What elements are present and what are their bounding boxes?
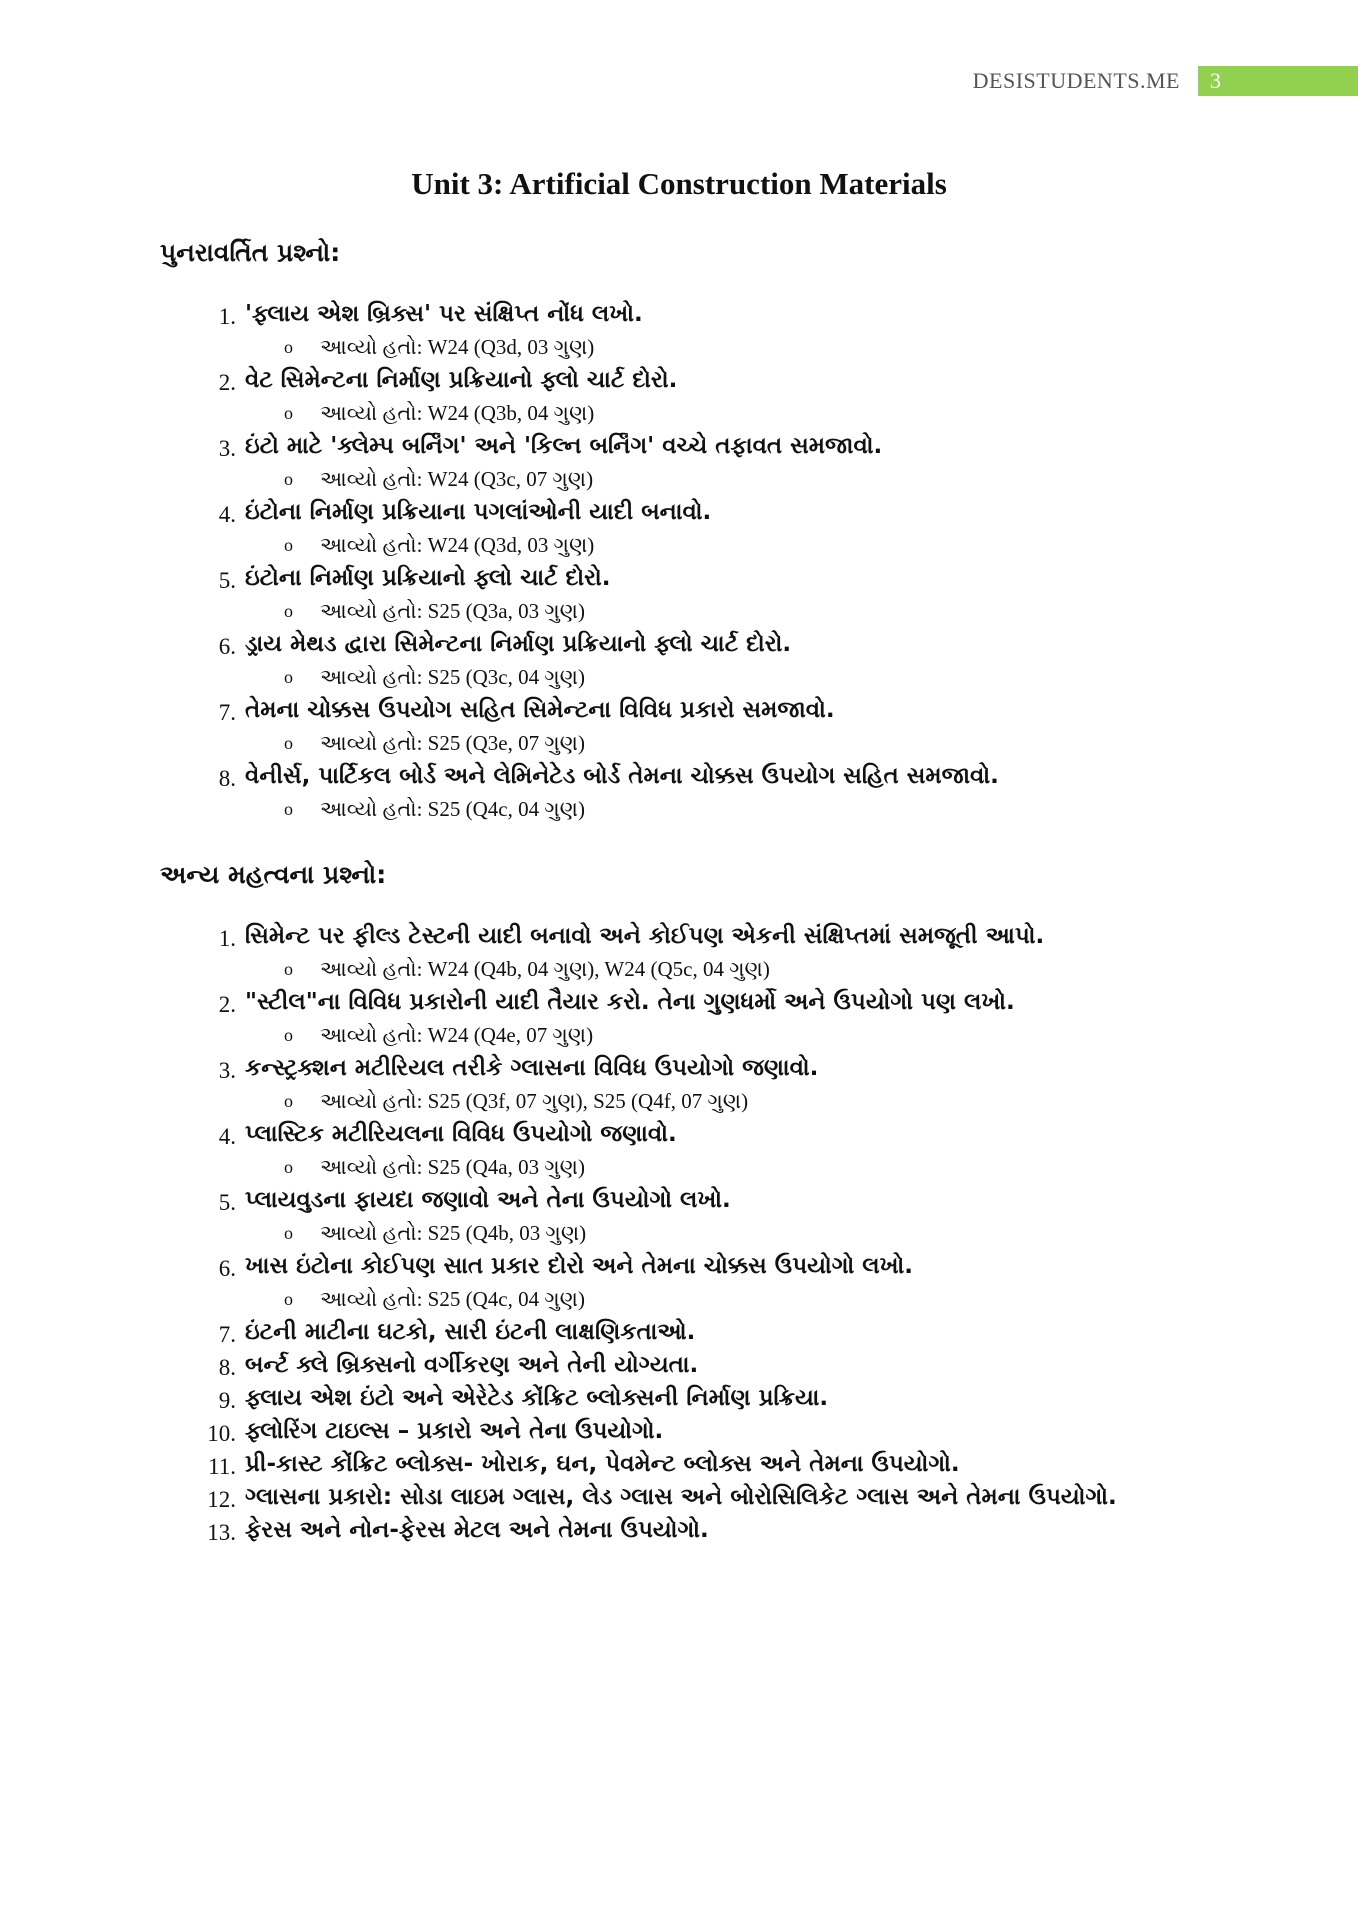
exam-reference-text: આવ્યો હતો: W24 (Q3d, 03 ગુણ) xyxy=(320,335,595,359)
question-text: વેટ સિમેન્ટના નિર્માણ પ્રક્રિયાનો ફ્લો ચાર્ટ દોરો. xyxy=(245,367,678,393)
question-text: ઇંટની માટીના ઘટકો, સારી ઇંટની લાક્ષણિકતાઓ. xyxy=(245,1319,696,1345)
exam-reference xyxy=(200,661,1200,694)
question-number: 7. xyxy=(218,700,236,725)
exam-reference xyxy=(200,463,1200,496)
bullet-icon: o xyxy=(284,1223,293,1243)
list-item xyxy=(200,694,1200,727)
question-text: કન્સ્ટ્રક્શન મટીરિયલ તરીકે ગ્લાસના વિવિધ ઉપયોગો જણાવો. xyxy=(245,1055,819,1081)
exam-reference xyxy=(200,1151,1200,1184)
list-item xyxy=(200,298,1200,331)
exam-reference-text: આવ્યો હતો: S25 (Q4a, 03 ગુણ) xyxy=(320,1155,585,1179)
question-text: સિમેન્ટ પર ફીલ્ડ ટેસ્ટની યાદી બનાવો અને કોઈપણ એકની સંક્ષિપ્તમાં સમજૂતી આપો. xyxy=(245,923,1045,949)
question-text: ફ્લોરિંગ ટાઇલ્સ – પ્રકારો અને તેના ઉપયોગો. xyxy=(245,1418,664,1444)
section-heading-other: અન્ય મહત્વના પ્રશ્નો: xyxy=(160,860,387,889)
bullet-icon: o xyxy=(284,337,293,357)
bullet-icon: o xyxy=(284,799,293,819)
question-text: ઇંટોના નિર્માણ પ્રક્રિયાના પગલાંઓની યાદી બનાવો. xyxy=(245,499,712,525)
exam-reference xyxy=(200,1283,1200,1316)
list-item xyxy=(200,1250,1200,1283)
question-text: વેનીર્સ, પાર્ટિકલ બોર્ડ અને લેમિનેટેડ બોર્ડ તેમના ચોક્કસ ઉપયોગ સહિત સમજાવો. xyxy=(245,763,999,789)
exam-reference-text: આવ્યો હતો: S25 (Q3e, 07 ગુણ) xyxy=(320,731,585,755)
list-item xyxy=(200,986,1200,1019)
list-item xyxy=(200,430,1200,463)
exam-reference-text: આવ્યો હતો: W24 (Q3b, 04 ગુણ) xyxy=(320,401,595,425)
question-number: 3. xyxy=(218,436,236,461)
question-number: 4. xyxy=(218,1124,236,1149)
question-number: 8. xyxy=(218,1355,236,1380)
list-item xyxy=(200,1415,1200,1448)
bullet-icon: o xyxy=(284,733,293,753)
list-item xyxy=(200,1184,1200,1217)
list-item xyxy=(200,1316,1200,1349)
bullet-icon: o xyxy=(284,469,293,489)
question-number: 7. xyxy=(218,1322,236,1347)
list-item xyxy=(200,496,1200,529)
list-item xyxy=(200,1118,1200,1151)
exam-reference-text: આવ્યો હતો: W24 (Q4e, 07 ગુણ) xyxy=(320,1023,594,1047)
question-number: 2. xyxy=(218,992,236,1017)
question-text: ડ્રાય મેથડ દ્વારા સિમેન્ટના નિર્માણ પ્રક્રિયાનો ફ્લો ચાર્ટ દોરો. xyxy=(245,631,792,657)
list-item xyxy=(200,1448,1200,1481)
document-title: Unit 3: Artificial Construction Materials xyxy=(411,166,947,201)
question-text: ઇંટોના નિર્માણ પ્રક્રિયાનો ફ્લો ચાર્ટ દોરો. xyxy=(245,565,611,591)
question-number: 12. xyxy=(207,1487,236,1512)
question-number: 10. xyxy=(207,1421,236,1446)
page-header xyxy=(973,66,1358,96)
exam-reference xyxy=(200,1019,1200,1052)
exam-reference xyxy=(200,953,1200,986)
question-text: ઇંટો માટે 'ક્લેમ્પ બર્નિંગ' અને 'કિલ્ન બર્નિંગ' વચ્ચે તફાવત સમજાવો. xyxy=(245,433,883,459)
exam-reference-text: આવ્યો હતો: S25 (Q3a, 03 ગુણ) xyxy=(320,599,585,623)
page-number: 3 xyxy=(1198,66,1358,96)
exam-reference xyxy=(200,727,1200,760)
question-text: ખાસ ઇંટોના કોઈપણ સાત પ્રકાર દોરો અને તેમના ચોક્કસ ઉપયોગો લખો. xyxy=(245,1253,914,1279)
list-item xyxy=(200,1514,1200,1547)
question-number: 1. xyxy=(218,926,236,951)
question-number: 8. xyxy=(218,766,236,791)
bullet-icon: o xyxy=(284,1025,293,1045)
exam-reference xyxy=(200,595,1200,628)
question-number: 13. xyxy=(207,1520,236,1545)
exam-reference-text: આવ્યો હતો: W24 (Q3c, 07 ગુણ) xyxy=(320,467,594,491)
bullet-icon: o xyxy=(284,1157,293,1177)
question-number: 6. xyxy=(218,1256,236,1281)
exam-reference xyxy=(200,397,1200,430)
question-text: પ્લાસ્ટિક મટીરિયલના વિવિધ ઉપયોગો જણાવો. xyxy=(245,1121,677,1147)
bullet-icon: o xyxy=(284,535,293,555)
exam-reference-text: આવ્યો હતો: S25 (Q4b, 03 ગુણ) xyxy=(320,1221,587,1245)
question-number: 4. xyxy=(218,502,236,527)
list-item xyxy=(200,628,1200,661)
exam-reference xyxy=(200,1085,1200,1118)
question-number: 2. xyxy=(218,370,236,395)
question-text: ગ્લાસના પ્રકારો: સોડા લાઇમ ગ્લાસ, લેડ ગ્લાસ અને બોરોસિલિકેટ ગ્લાસ અને તેમના ઉપયોગો. xyxy=(245,1484,1117,1510)
question-number: 11. xyxy=(208,1454,236,1479)
bullet-icon: o xyxy=(284,1289,293,1309)
question-text: ફેરસ અને નોન-ફેરસ મેટલ અને તેમના ઉપયોગો. xyxy=(245,1517,709,1543)
bullet-icon: o xyxy=(284,667,293,687)
exam-reference xyxy=(200,793,1200,826)
question-text: 'ફ્લાય એશ બ્રિક્સ' પર સંક્ષિપ્ત નોંધ લખો. xyxy=(245,301,643,327)
question-text: ફ્લાય એશ ઇંટો અને એરેટેડ કોંક્રિટ બ્લોક્સની નિર્માણ પ્રક્રિયા. xyxy=(245,1385,829,1411)
question-number: 1. xyxy=(218,304,236,329)
repeated-questions-list xyxy=(200,298,1200,826)
bullet-icon: o xyxy=(284,1091,293,1111)
question-text: "સ્ટીલ"ના વિવિધ પ્રકારોની યાદી તૈયાર કરો. તેના ગુણધર્મો અને ઉપયોગો પણ લખો. xyxy=(245,989,1015,1015)
exam-reference-text: આવ્યો હતો: W24 (Q4b, 04 ગુણ), W24 (Q5c, 04 ગુણ) xyxy=(320,957,770,981)
site-name: DESISTUDENTS.ME xyxy=(972,68,1180,93)
question-number: 5. xyxy=(218,568,236,593)
section-heading-repeated: પુનરાવર્તિત પ્રશ્નો: xyxy=(160,238,341,267)
exam-reference-text: આવ્યો હતો: W24 (Q3d, 03 ગુણ) xyxy=(320,533,595,557)
exam-reference xyxy=(200,529,1200,562)
bullet-icon: o xyxy=(284,959,293,979)
exam-reference-text: આવ્યો હતો: S25 (Q4c, 04 ગુણ) xyxy=(320,797,585,821)
list-item xyxy=(200,920,1200,953)
list-item xyxy=(200,562,1200,595)
list-item xyxy=(200,760,1200,793)
other-questions-list xyxy=(200,920,1200,1547)
exam-reference xyxy=(200,331,1200,364)
list-item xyxy=(200,364,1200,397)
question-text: તેમના ચોક્કસ ઉપયોગ સહિત સિમેન્ટના વિવિધ પ્રકારો સમજાવો. xyxy=(245,697,835,723)
question-number: 3. xyxy=(218,1058,236,1083)
list-item xyxy=(200,1382,1200,1415)
question-text: પ્લાયવુડના ફાયદા જણાવો અને તેના ઉપયોગો લખો. xyxy=(245,1187,731,1213)
exam-reference xyxy=(200,1217,1200,1250)
question-text: બર્ન્ટ ક્લે બ્રિક્સનો વર્ગીકરણ અને તેની યોગ્યતા. xyxy=(245,1352,699,1378)
exam-reference-text: આવ્યો હતો: S25 (Q4c, 04 ગુણ) xyxy=(320,1287,585,1311)
bullet-icon: o xyxy=(284,601,293,621)
list-item xyxy=(200,1481,1200,1514)
exam-reference-text: આવ્યો હતો: S25 (Q3f, 07 ગુણ), S25 (Q4f, 07 ગુણ) xyxy=(320,1089,749,1113)
bullet-icon: o xyxy=(284,403,293,423)
exam-reference-text: આવ્યો હતો: S25 (Q3c, 04 ગુણ) xyxy=(320,665,585,689)
list-item xyxy=(200,1052,1200,1085)
question-number: 5. xyxy=(218,1190,236,1215)
question-number: 9. xyxy=(218,1388,236,1413)
list-item xyxy=(200,1349,1200,1382)
question-number: 6. xyxy=(218,634,236,659)
question-text: પ્રી-કાસ્ટ કોંક્રિટ બ્લોક્સ- ખોરાક, ઘન, પેવમેન્ટ બ્લોક્સ અને તેમના ઉપયોગો. xyxy=(245,1451,960,1477)
